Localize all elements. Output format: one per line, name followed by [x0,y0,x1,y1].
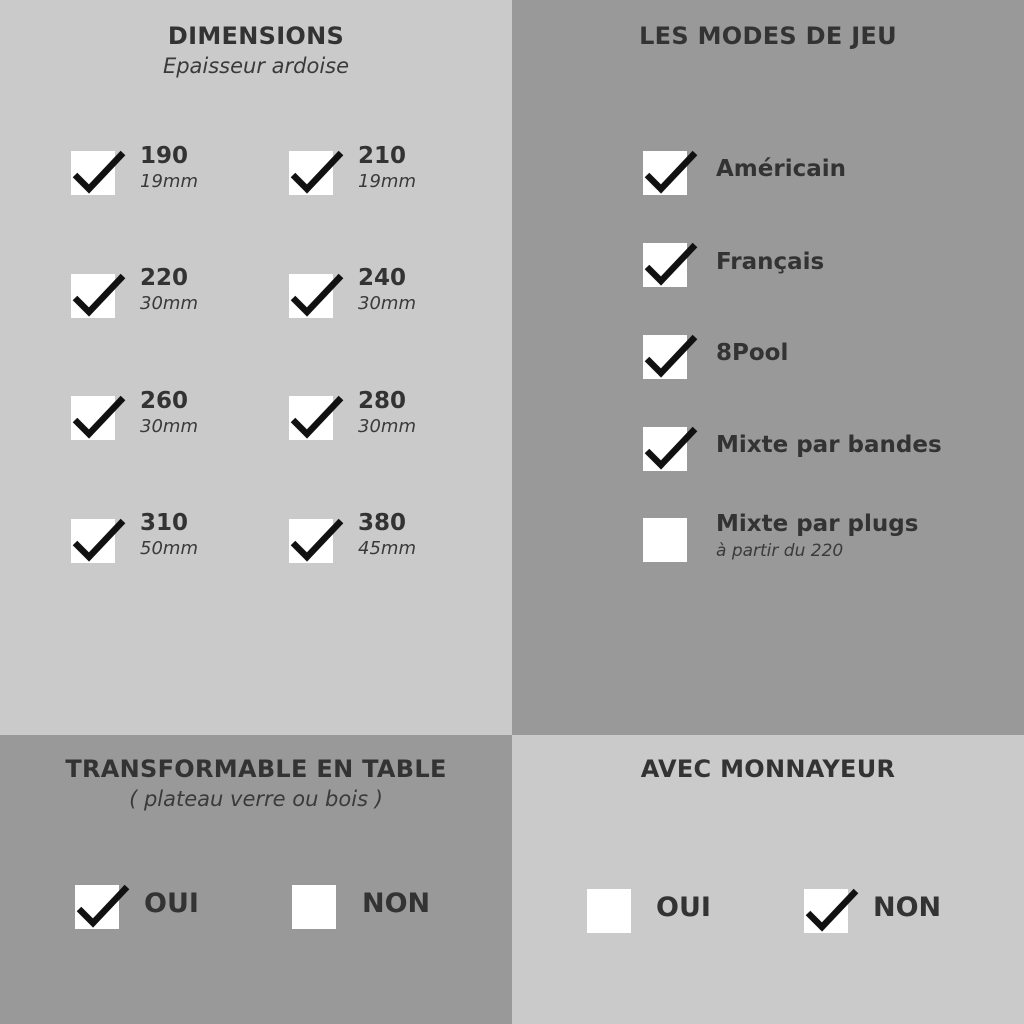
mode-label-8pool: 8Pool [716,340,789,366]
checkmark-icon [643,141,699,197]
checkmark-icon [643,233,699,289]
checkbox-monnayeur-oui[interactable] [587,889,631,933]
mode-label-americain: Américain [716,156,847,182]
checkbox-size-380[interactable] [289,519,333,563]
checkbox-transformable-non[interactable] [292,885,336,929]
monnayeur-title: AVEC MONNAYEUR [640,755,896,783]
thickness-label-210: 19mm [358,171,416,192]
size-label-190: 190 [140,143,189,169]
checkbox-size-240[interactable] [289,274,333,318]
thickness-label-260: 30mm [140,416,198,437]
checkmark-icon [643,417,699,473]
transformable-subtitle: ( plateau verre ou bois ) [129,787,383,811]
monnayeur-oui-label: OUI [656,892,711,923]
transformable-panel [0,735,512,1024]
checkmark-icon [643,325,699,381]
size-label-240: 240 [358,265,407,291]
transformable-non-label: NON [362,888,431,919]
size-label-280: 280 [358,388,407,414]
game-modes-title: LES MODES DE JEU [639,22,897,50]
monnayeur-non-label: NON [873,892,942,923]
dimensions-title: DIMENSIONS [167,22,345,50]
transformable-title: TRANSFORMABLE EN TABLE [65,755,447,783]
game-modes-panel [512,0,1024,735]
checkbox-mode-8pool[interactable] [643,335,687,379]
checkmark-icon [75,875,131,931]
checkmark-icon [71,264,127,320]
checkbox-size-220[interactable] [71,274,115,318]
checkmark-icon [289,386,345,442]
thickness-label-190: 19mm [140,171,198,192]
size-label-210: 210 [358,143,407,169]
checkmark-icon [71,141,127,197]
size-label-310: 310 [140,510,189,536]
checkbox-transformable-oui[interactable] [75,885,119,929]
dimensions-panel [0,0,512,735]
thickness-label-310: 50mm [140,538,198,559]
thickness-label-220: 30mm [140,293,198,314]
thickness-label-280: 30mm [358,416,416,437]
checkbox-size-280[interactable] [289,396,333,440]
mode-label-mixte-bandes: Mixte par bandes [716,432,942,458]
checkbox-size-310[interactable] [71,519,115,563]
thickness-label-380: 45mm [358,538,416,559]
checkbox-mode-mixte-plugs[interactable] [643,518,687,562]
checkbox-size-210[interactable] [289,151,333,195]
checkmark-icon [289,264,345,320]
checkmark-icon [289,509,345,565]
size-label-260: 260 [140,388,189,414]
mode-label-mixte-plugs: Mixte par plugs [716,511,919,537]
checkmark-icon [71,386,127,442]
checkbox-mode-francais[interactable] [643,243,687,287]
checkmark-icon [289,141,345,197]
dimensions-subtitle: Epaisseur ardoise [162,54,350,78]
checkmark-icon [804,879,860,935]
transformable-oui-label: OUI [144,888,199,919]
checkbox-size-260[interactable] [71,396,115,440]
checkmark-icon [71,509,127,565]
checkbox-size-190[interactable] [71,151,115,195]
size-label-220: 220 [140,265,189,291]
mode-note-mixte-plugs: à partir du 220 [716,541,844,561]
size-label-380: 380 [358,510,407,536]
checkbox-mode-americain[interactable] [643,151,687,195]
monnayeur-panel [512,735,1024,1024]
checkbox-mode-mixte-bandes[interactable] [643,427,687,471]
checkbox-monnayeur-non[interactable] [804,889,848,933]
mode-label-francais: Français [716,249,825,275]
thickness-label-240: 30mm [358,293,416,314]
